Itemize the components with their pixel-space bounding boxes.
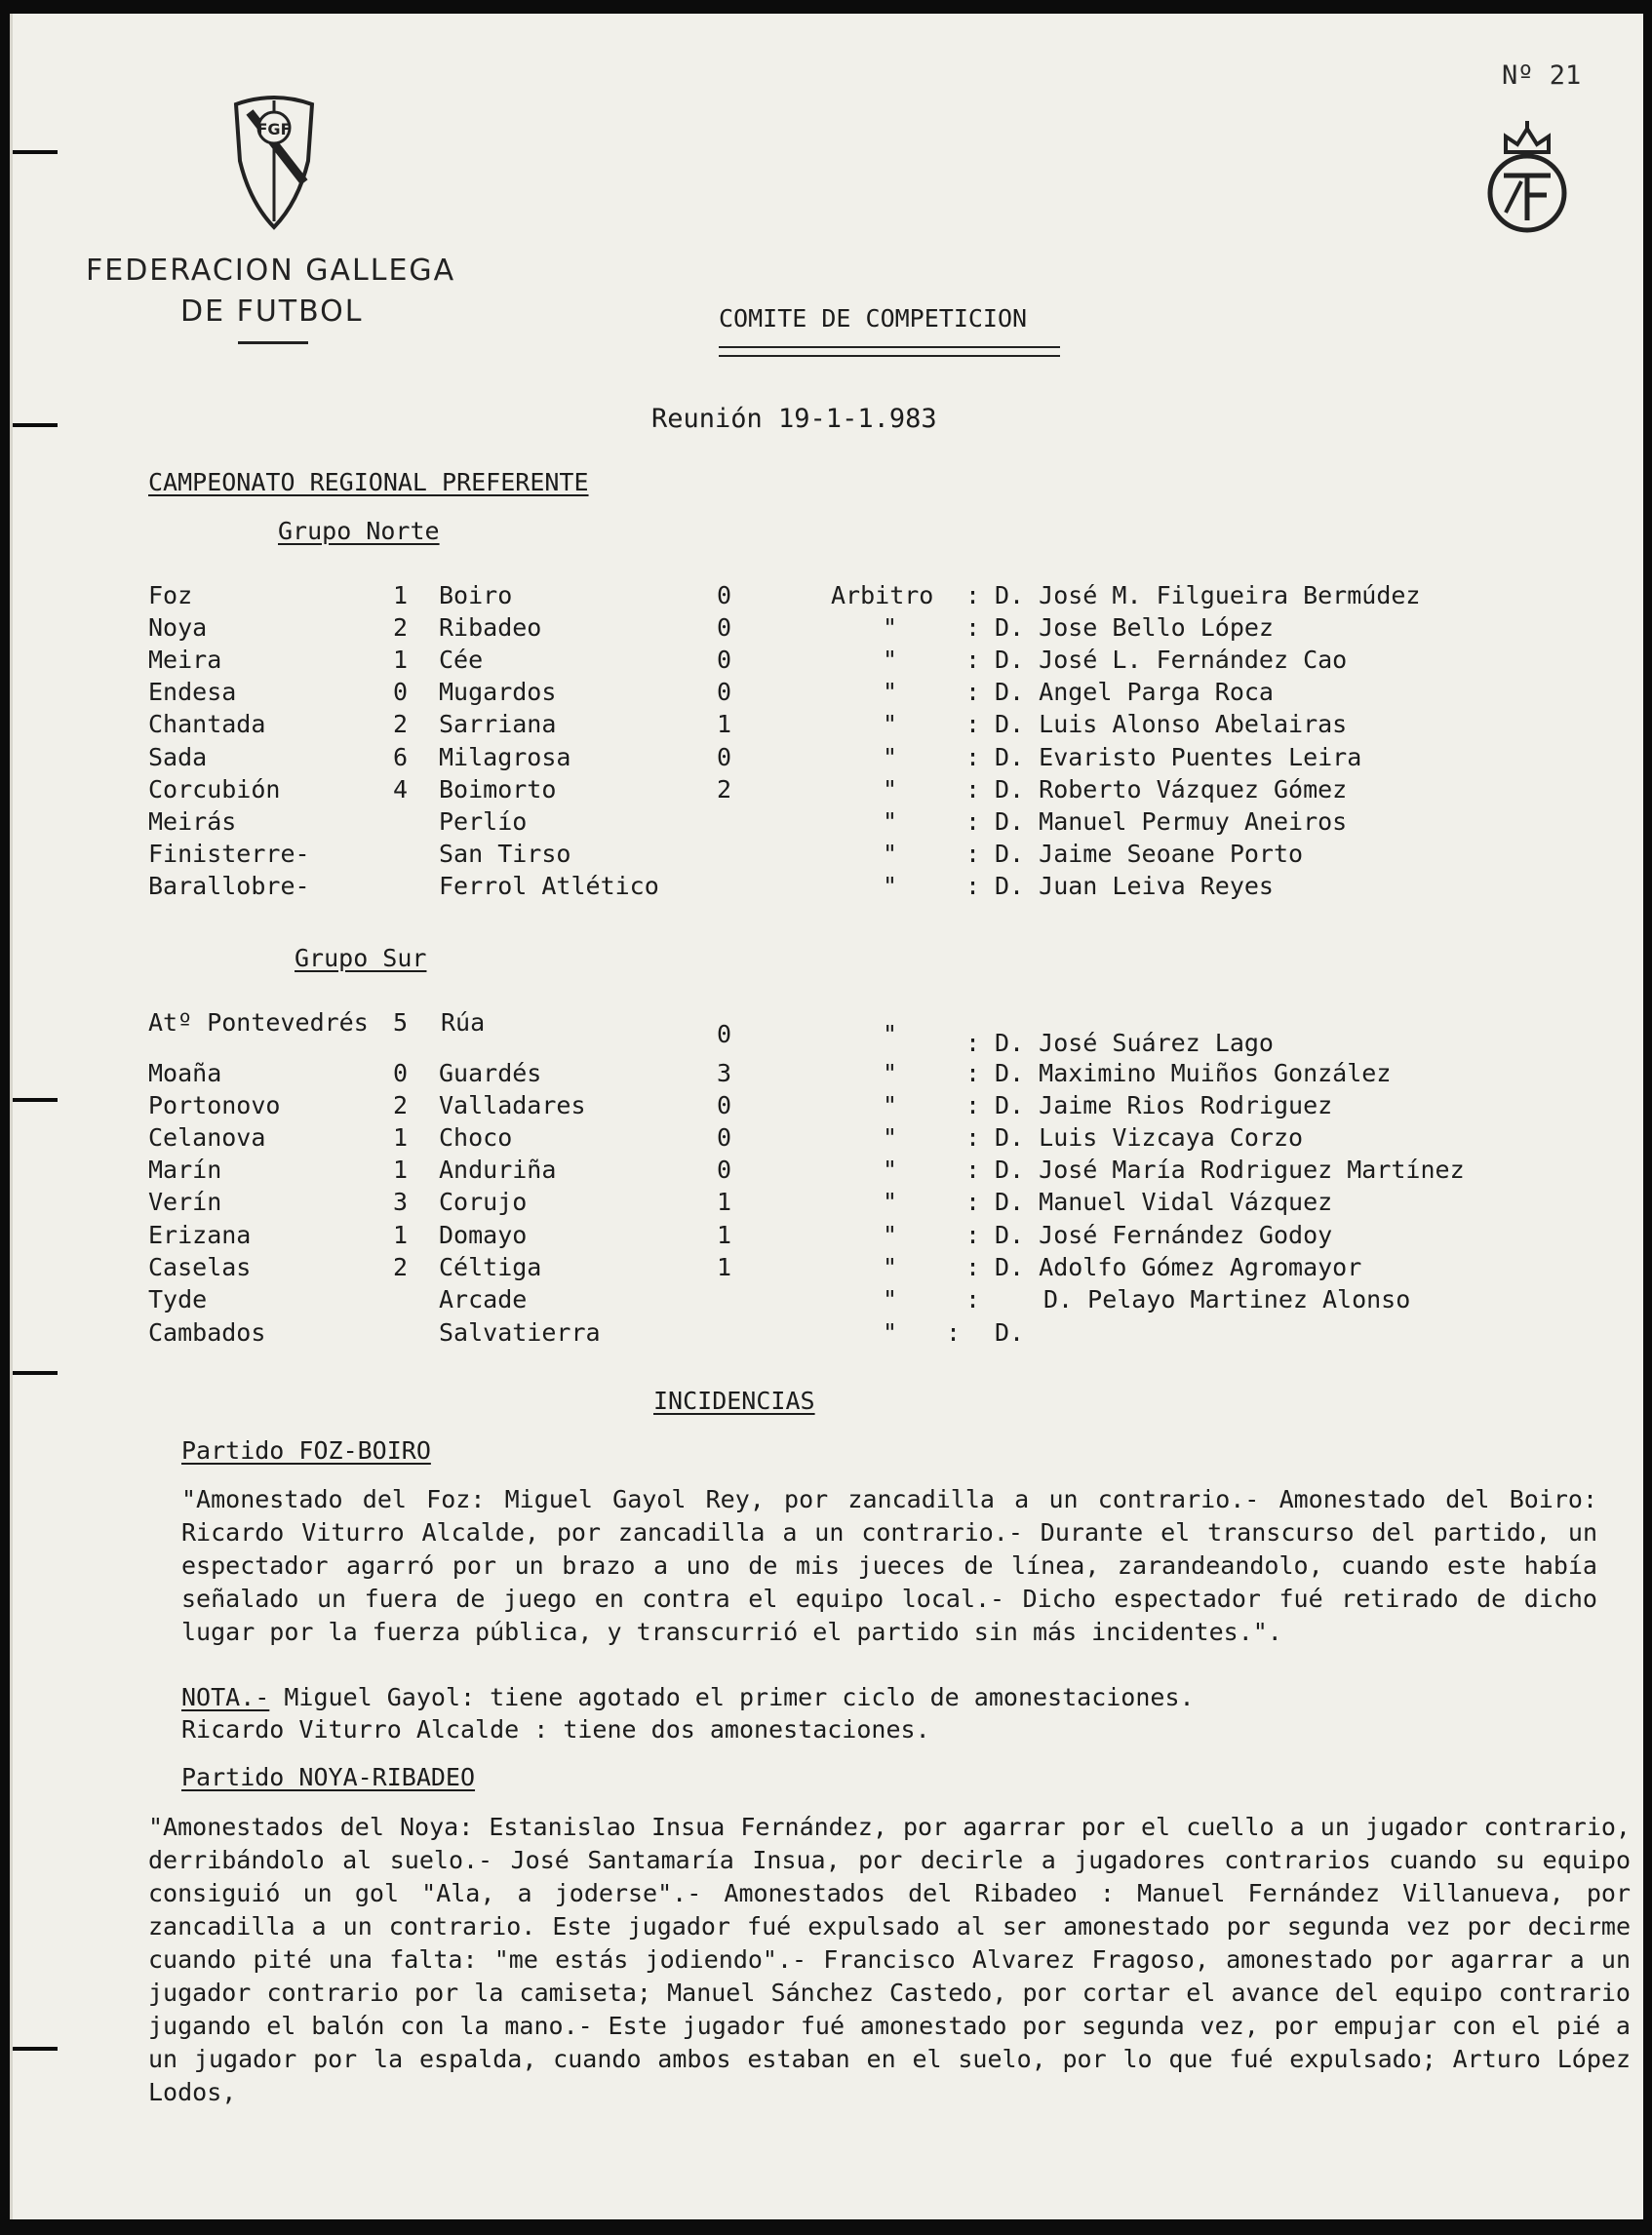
referee-name: D. Evaristo Puentes Leira <box>995 743 1362 771</box>
incidencias-title: INCIDENCIAS <box>653 1387 815 1415</box>
section-title: CAMPEONATO REGIONAL PREFERENTE <box>148 468 589 496</box>
referee-label: " <box>883 1123 898 1152</box>
home-team: Chantada <box>148 710 266 738</box>
colon: : <box>965 1029 981 1057</box>
colon: : <box>965 840 981 868</box>
home-team: Meirás <box>148 807 237 836</box>
away-team: Milagrosa <box>439 743 571 771</box>
punch-hole-mark <box>13 1098 58 1102</box>
away-team: Domayo <box>439 1221 528 1249</box>
home-score: 1 <box>393 1123 409 1152</box>
referee-name: D. Manuel Vidal Vázquez <box>995 1188 1333 1216</box>
referee-name: D. Juan Leiva Reyes <box>995 872 1274 900</box>
away-score: 0 <box>717 613 732 642</box>
federation-shield-logo <box>230 93 318 235</box>
punch-hole-mark <box>13 150 58 154</box>
referee-label: " <box>883 1091 898 1119</box>
colon: : <box>965 581 981 609</box>
home-team: Caselas <box>148 1253 252 1281</box>
home-score: 6 <box>393 743 409 771</box>
home-score: 2 <box>393 613 409 642</box>
away-score: 0 <box>717 1020 732 1048</box>
referee-label: " <box>883 1221 898 1249</box>
group-sur-title: Grupo Sur <box>295 944 427 972</box>
away-team: San Tirso <box>439 840 571 868</box>
home-team: Barallobre- <box>148 872 310 900</box>
org-name-line2: DE FUTBOL <box>180 294 364 329</box>
colon: : <box>965 1188 981 1216</box>
nota-text-2: Ricardo Viturro Alcalde : tiene dos amonestaciones. <box>181 1715 930 1744</box>
referee-name: D. Manuel Permuy Aneiros <box>995 807 1348 836</box>
colon: : <box>965 1285 981 1314</box>
colon: : <box>965 1221 981 1249</box>
colon: : <box>965 1156 981 1184</box>
rfef-crest-logo <box>1482 119 1572 238</box>
referee-name: D. José María Rodriguez Martínez <box>995 1156 1465 1184</box>
punch-hole-mark <box>13 423 58 427</box>
colon: : <box>965 1253 981 1281</box>
home-score: 1 <box>393 1221 409 1249</box>
page-number: Nº 21 <box>1502 60 1582 91</box>
referee-name: D. Roberto Vázquez Gómez <box>995 775 1348 804</box>
referee-label: Arbitro <box>831 581 934 609</box>
referee-label: " <box>883 1188 898 1216</box>
punch-hole-mark <box>13 1371 58 1375</box>
home-team: Cambados <box>148 1318 266 1347</box>
away-team: Arcade <box>439 1285 528 1314</box>
referee-name: D. José L. Fernández Cao <box>995 646 1348 674</box>
away-score: 0 <box>717 581 732 609</box>
committee-title: COMITE DE COMPETICION <box>719 304 1028 333</box>
away-team: Boimorto <box>439 775 557 804</box>
away-team: Céltiga <box>439 1253 542 1281</box>
home-score: 1 <box>393 646 409 674</box>
referee-label: " <box>883 743 898 771</box>
home-score: 4 <box>393 775 409 804</box>
colon: : <box>965 775 981 804</box>
referee-label: " <box>883 872 898 900</box>
away-score: 1 <box>717 1188 732 1216</box>
away-team: Sarriana <box>439 710 557 738</box>
referee-name: D. Maximino Muiños González <box>995 1059 1392 1087</box>
away-team: Boiro <box>439 581 513 609</box>
away-team: Corujo <box>439 1188 528 1216</box>
away-score: 1 <box>717 710 732 738</box>
referee-name: D. Angel Parga Roca <box>995 678 1274 706</box>
home-score: 2 <box>393 710 409 738</box>
referee-name: D. Luis Vizcaya Corzo <box>995 1123 1304 1152</box>
incident-text-noya-ribadeo: "Amonestados del Noya: Estanislao Insua Fernández, por agarrar por el cuello a un jugador contrario, derribándolo al suelo.- José Santamaría Insua, por decirle a jugadores contrarios cuando su equipo consiguió un gol "Ala, a joderse".- Amonestados del Ribadeo : Manuel Fernández Villanueva, por zancadilla a un contrario. Este jugador fué expulsado al ser amonestado por segunda vez por decirme cuando pité una falta: "me estás jodiendo".- Francisco Alvarez Fragoso, amonestado por agarrar a un jugador contrario por la camiseta; Manuel Sánchez Castedo, por cortar el avance del equipo contrario jugando el balón con la mano.- Este jugador fué amonestado por segunda vez, por empujar con el pié a un jugador por la espalda, cuando ambos estaban en el suelo, por lo que fué expulsado; Arturo López Lodos, <box>148 1813 1631 2106</box>
away-team: Guardés <box>439 1059 542 1087</box>
referee-name: D. José Suárez Lago <box>995 1029 1274 1057</box>
referee-label: " <box>883 678 898 706</box>
colon: : <box>965 1091 981 1119</box>
nota-text-1: Miguel Gayol: tiene agotado el primer ciclo de amonestaciones. <box>284 1683 1195 1711</box>
home-team: Endesa <box>148 678 237 706</box>
away-score: 3 <box>717 1059 732 1087</box>
home-team: Portonovo <box>148 1091 281 1119</box>
referee-label: " <box>883 646 898 674</box>
home-score: 0 <box>393 678 409 706</box>
referee-label: " <box>883 807 898 836</box>
referee-name: D. <box>995 1318 1025 1347</box>
home-score: 0 <box>393 1059 409 1087</box>
home-team: Foz <box>148 581 193 609</box>
home-team: Verín <box>148 1188 222 1216</box>
home-team: Marín <box>148 1156 222 1184</box>
referee-name: D. José M. Filgueira Bermúdez <box>995 581 1421 609</box>
referee-name: D. Luis Alonso Abelairas <box>995 710 1348 738</box>
away-team: Choco <box>439 1123 513 1152</box>
referee-label: " <box>883 1285 898 1314</box>
away-team: Cée <box>439 646 484 674</box>
colon: : <box>965 646 981 674</box>
home-score: 2 <box>393 1253 409 1281</box>
colon: : <box>965 872 981 900</box>
away-team: Salvatierra <box>439 1318 601 1347</box>
away-score: 0 <box>717 1091 732 1119</box>
colon: : <box>965 710 981 738</box>
away-score: 2 <box>717 775 732 804</box>
colon: : <box>946 1318 962 1347</box>
meeting-date: Reunión 19-1-1.983 <box>651 404 937 434</box>
incident-heading-foz-boiro: Partido FOZ-BOIRO <box>181 1436 431 1465</box>
group-norte-title: Grupo Norte <box>278 517 440 545</box>
away-team: Ferrol Atlético <box>439 872 659 900</box>
referee-name: D. Jaime Seoane Porto <box>995 840 1304 868</box>
colon: : <box>965 613 981 642</box>
away-score: 1 <box>717 1221 732 1249</box>
away-score: 1 <box>717 1253 732 1281</box>
referee-name: D. Jose Bello López <box>995 613 1274 642</box>
away-score: 0 <box>717 646 732 674</box>
home-team: Atº Pontevedrés <box>148 1008 369 1037</box>
punch-hole-mark <box>13 2047 58 2051</box>
incident-heading-noya-ribadeo: Partido NOYA-RIBADEO <box>181 1763 476 1791</box>
home-team: Sada <box>148 743 208 771</box>
committee-double-rule <box>719 346 1060 357</box>
home-team: Tyde <box>148 1285 208 1314</box>
referee-label: " <box>883 613 898 642</box>
org-name-line1: FEDERACION GALLEGA <box>86 254 456 288</box>
home-team: Noya <box>148 613 208 642</box>
away-team: Mugardos <box>439 678 557 706</box>
home-score: 5 <box>393 1008 409 1037</box>
colon: : <box>965 743 981 771</box>
colon: : <box>965 1123 981 1152</box>
home-team: Corcubión <box>148 775 281 804</box>
nota-label: NOTA.- <box>181 1683 270 1711</box>
header-rule <box>238 341 308 344</box>
home-score: 2 <box>393 1091 409 1119</box>
home-team: Finisterre- <box>148 840 310 868</box>
away-team: Ribadeo <box>439 613 542 642</box>
home-team: Erizana <box>148 1221 252 1249</box>
away-team: Rúa <box>441 1008 486 1037</box>
away-score: 0 <box>717 678 732 706</box>
colon: : <box>965 1059 981 1087</box>
away-team: Anduriña <box>439 1156 557 1184</box>
colon: : <box>965 678 981 706</box>
away-score: 0 <box>717 1156 732 1184</box>
referee-label: " <box>883 775 898 804</box>
away-team: Perlío <box>439 807 528 836</box>
nota-line1 <box>181 1683 1195 1711</box>
referee-name: D. Pelayo Martinez Alonso <box>1043 1285 1411 1314</box>
home-score: 3 <box>393 1188 409 1216</box>
home-score: 1 <box>393 581 409 609</box>
away-score: 0 <box>717 1123 732 1152</box>
referee-name: D. Jaime Rios Rodriguez <box>995 1091 1333 1119</box>
referee-label: " <box>883 840 898 868</box>
referee-label: " <box>883 1059 898 1087</box>
referee-label: " <box>883 1318 898 1347</box>
referee-label: " <box>883 1253 898 1281</box>
incident-text-foz-boiro: "Amonestado del Foz: Miguel Gayol Rey, por zancadilla a un contrario.- Amonestado del Boiro: Ricardo Viturro Alcalde, por zancadilla a un contrario.- Durante el transcurso del partido, un espectador agarró por un brazo a uno de mis jueces de línea, zarandeandolo, cuando este había señalado un fuera de juego en contra el equipo local.- Dicho espectador fué retirado de dicho lugar por la fuerza pública, y transcurrió el partido sin más incidentes.". <box>181 1485 1597 1646</box>
colon: : <box>965 807 981 836</box>
home-score: 1 <box>393 1156 409 1184</box>
home-team: Meira <box>148 646 222 674</box>
referee-label: " <box>883 710 898 738</box>
svg-text:FGF: FGF <box>256 120 292 138</box>
away-score: 0 <box>717 743 732 771</box>
referee-name: D. José Fernández Godoy <box>995 1221 1333 1249</box>
away-team: Valladares <box>439 1091 586 1119</box>
referee-label: " <box>883 1020 898 1048</box>
home-team: Celanova <box>148 1123 266 1152</box>
home-team: Moaña <box>148 1059 222 1087</box>
referee-name: D. Adolfo Gómez Agromayor <box>995 1253 1362 1281</box>
referee-label: " <box>883 1156 898 1184</box>
